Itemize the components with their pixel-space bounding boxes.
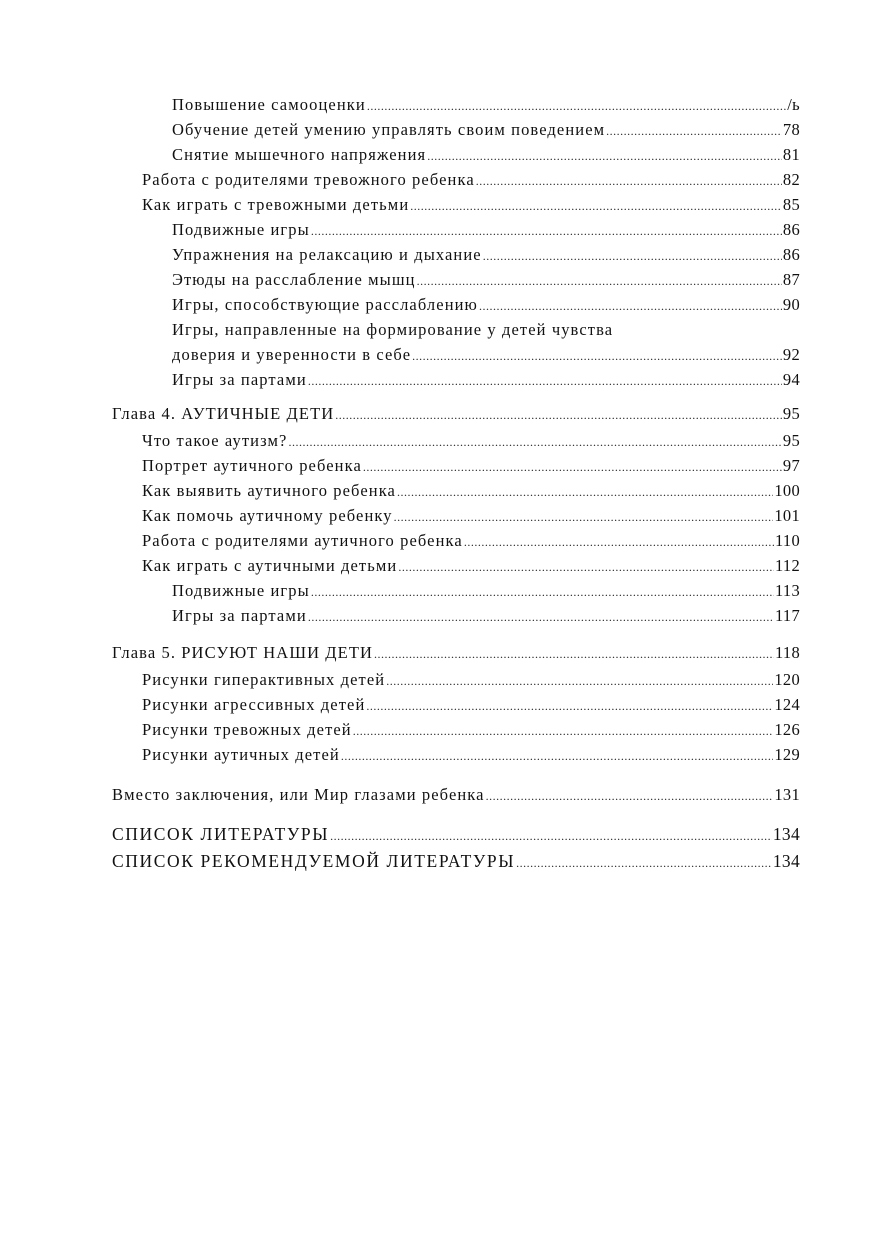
toc-entry — [172, 245, 800, 269]
leader-dots — [486, 789, 774, 804]
toc-entry — [142, 170, 800, 194]
leader-dots — [374, 647, 774, 662]
toc-entry — [142, 695, 800, 719]
toc-entry-title: Как играть с тревожными детьми — [142, 195, 410, 214]
toc-entry-title: Игры, направленные на формирование у детей чувства — [172, 320, 614, 339]
leader-dots — [288, 435, 781, 450]
toc-entry-page: 112 — [774, 556, 800, 575]
toc-entry-page: 92 — [782, 345, 800, 364]
leader-dots — [367, 99, 786, 114]
toc-entry-title: Работа с родителями тревожного ребенка — [142, 170, 475, 189]
toc-entry-page: 100 — [774, 481, 800, 500]
toc-entry — [142, 670, 800, 694]
toc-entry-page: 95 — [782, 431, 800, 450]
toc-chapter — [112, 404, 800, 428]
toc-entry-page: 118 — [774, 643, 800, 662]
toc-entry-title: Как выявить аутичного ребенка — [142, 481, 396, 500]
leader-dots — [353, 724, 774, 739]
toc-entry-title: Что такое аутизм? — [142, 431, 288, 450]
toc-entry-page: 81 — [782, 145, 800, 164]
toc-entry-title: Как помочь аутичному ребенку — [142, 506, 393, 525]
toc-entry — [172, 295, 800, 319]
toc-entry — [142, 745, 800, 769]
leader-dots — [397, 485, 773, 500]
toc-entry — [142, 556, 800, 580]
toc-entry-title: Работа с родителями аутичного ребенка — [142, 531, 463, 550]
toc-entry-page: 82 — [782, 170, 800, 189]
leader-dots — [410, 199, 782, 214]
toc-entry-title: Рисунки гиперактивных детей — [142, 670, 386, 689]
leader-dots — [308, 610, 774, 625]
leader-dots — [417, 274, 782, 289]
toc-entry-title: Повышение самооценки — [172, 95, 366, 114]
toc-entry-title: доверия и уверенности в себе — [172, 345, 412, 364]
toc-chapter — [112, 643, 800, 667]
toc-chapter — [112, 851, 800, 875]
leader-dots — [311, 224, 782, 239]
toc-chapter — [112, 785, 800, 809]
toc-entry — [172, 145, 800, 169]
toc-entry-title: Глава 5. РИСУЮТ НАШИ ДЕТИ — [112, 643, 374, 662]
leader-dots — [476, 174, 782, 189]
leader-dots — [308, 374, 782, 389]
toc-entry — [172, 95, 800, 119]
toc-entry — [172, 370, 800, 394]
leader-dots — [330, 829, 772, 844]
leader-dots — [363, 460, 782, 475]
toc-entry-page: 94 — [782, 370, 800, 389]
toc-entry-page: 134 — [772, 824, 800, 844]
leader-dots — [398, 560, 774, 575]
toc-entry-title: Подвижные игры — [172, 220, 310, 239]
toc-entry-page: 131 — [774, 785, 800, 804]
leader-dots — [412, 349, 782, 364]
toc-entry — [142, 531, 800, 555]
toc-entry-page: /ь — [787, 95, 800, 114]
toc-entry-page: 86 — [782, 245, 800, 264]
toc-entry-title: Как играть с аутичными детьми — [142, 556, 398, 575]
toc-entry-title: СПИСОК ЛИТЕРАТУРЫ — [112, 824, 330, 844]
toc-entry-title: Обучение детей умению управлять своим поведением — [172, 120, 606, 139]
leader-dots — [366, 699, 773, 714]
toc-entry-page: 117 — [774, 606, 800, 625]
toc-entry-title: Этюды на расслабление мышц — [172, 270, 416, 289]
leader-dots — [516, 856, 772, 871]
toc-entry — [172, 345, 800, 369]
leader-dots — [479, 299, 782, 314]
toc-entry-page: 87 — [782, 270, 800, 289]
toc-entry — [142, 195, 800, 219]
toc-entry-page: 124 — [774, 695, 800, 714]
toc-entry-page: 126 — [774, 720, 800, 739]
toc-entry — [142, 431, 800, 455]
toc-entry-page: 120 — [774, 670, 800, 689]
toc-entry-title: Рисунки аутичных детей — [142, 745, 340, 764]
toc-entry-title: Рисунки агрессивных детей — [142, 695, 366, 714]
leader-dots — [394, 510, 774, 525]
toc-entry-page: 101 — [774, 506, 800, 525]
toc-chapter — [112, 824, 800, 848]
toc-entry-title: Рисунки тревожных детей — [142, 720, 352, 739]
toc-entry-title: Игры за партами — [172, 606, 307, 625]
leader-dots — [483, 249, 782, 264]
toc-entry — [172, 220, 800, 244]
leader-dots — [464, 535, 774, 550]
toc-entry — [142, 456, 800, 480]
leader-dots — [341, 749, 774, 764]
toc-entry-page: 97 — [782, 456, 800, 475]
toc-entry-page: 86 — [782, 220, 800, 239]
toc-entry-title: Упражнения на релаксацию и дыхание — [172, 245, 482, 264]
leader-dots — [335, 408, 782, 423]
leader-dots — [386, 674, 773, 689]
toc-entry-page: 110 — [774, 531, 800, 550]
toc-entry-page: 95 — [782, 404, 800, 423]
toc-entry — [172, 606, 800, 630]
toc-entry-title: Игры, способствующие расслаблению — [172, 295, 478, 314]
toc-entry-page: 90 — [782, 295, 800, 314]
toc-entry — [172, 581, 800, 605]
toc-entry-page: 134 — [772, 851, 800, 871]
toc-entry-page: 113 — [774, 581, 800, 600]
leader-dots — [427, 149, 782, 164]
toc-entry — [142, 481, 800, 505]
leader-dots — [606, 124, 782, 139]
toc-entry-title-line — [172, 320, 613, 344]
toc-entry-page: 129 — [774, 745, 800, 764]
leader-dots — [311, 585, 774, 600]
toc-entry — [172, 270, 800, 294]
toc-entry-title: Подвижные игры — [172, 581, 310, 600]
toc-entry-page: 85 — [782, 195, 800, 214]
toc-entry-title: Снятие мышечного напряжения — [172, 145, 427, 164]
toc-entry-title: Игры за партами — [172, 370, 307, 389]
toc-entry-page: 78 — [782, 120, 800, 139]
toc-entry-title: Глава 4. АУТИЧНЫЕ ДЕТИ — [112, 404, 335, 423]
toc-entry — [142, 720, 800, 744]
toc-entry — [172, 120, 800, 144]
toc-entry — [142, 506, 800, 530]
toc-entry-title: Портрет аутичного ребенка — [142, 456, 362, 475]
toc-entry-title: СПИСОК РЕКОМЕНДУЕМОЙ ЛИТЕРАТУРЫ — [112, 851, 516, 871]
toc-entry-title: Вместо заключения, или Мир глазами ребенка — [112, 785, 485, 804]
